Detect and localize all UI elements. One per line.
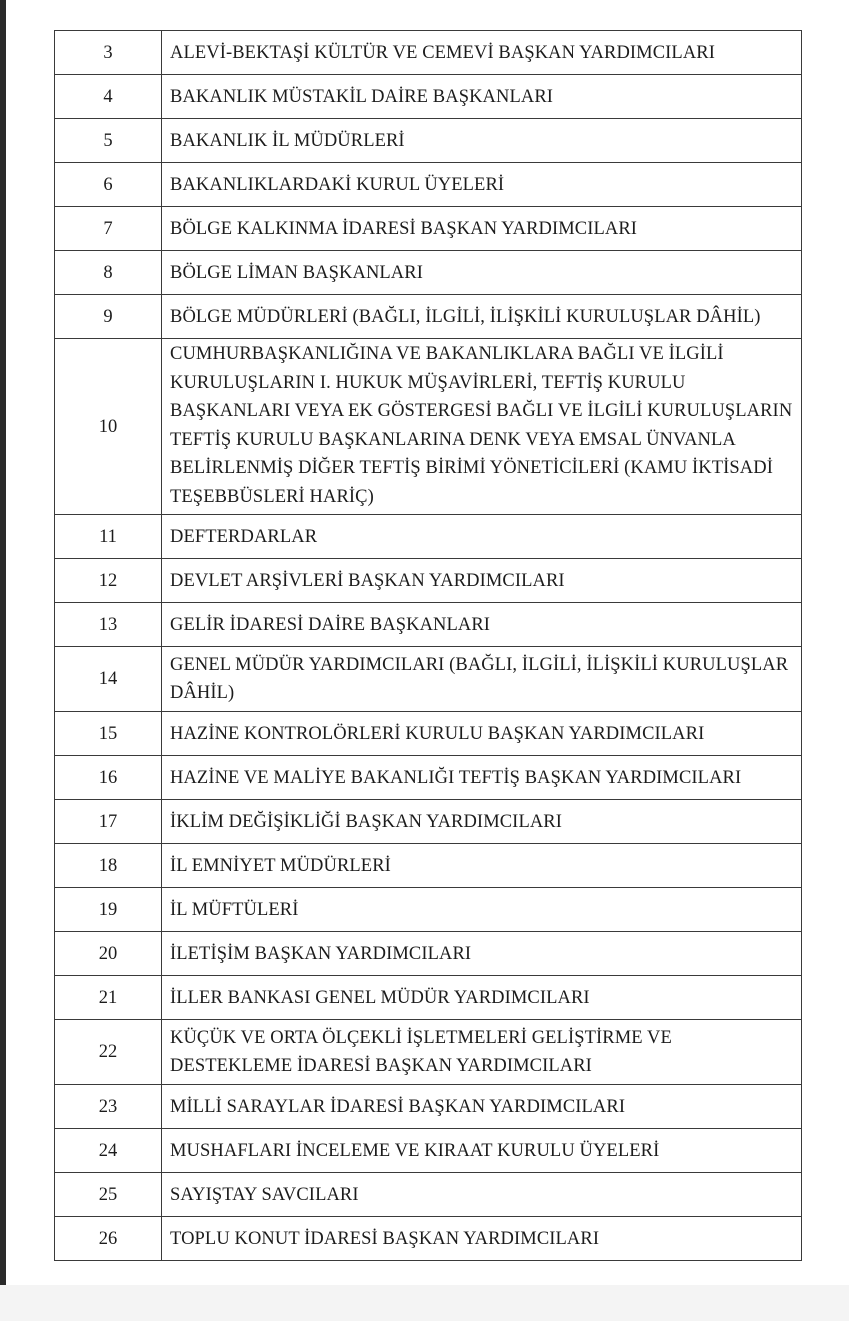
row-number: 20 [55, 932, 162, 976]
table-row [55, 119, 802, 163]
table-row [55, 976, 802, 1020]
table-row [55, 1020, 802, 1085]
row-number: 6 [55, 163, 162, 207]
table-row [55, 888, 802, 932]
scan-edge [0, 0, 6, 1285]
row-number: 13 [55, 603, 162, 647]
table-row [55, 295, 802, 339]
table-row [55, 1217, 802, 1261]
table-row [55, 207, 802, 251]
row-number: 3 [55, 31, 162, 75]
table-row [55, 559, 802, 603]
row-number: 22 [55, 1020, 162, 1085]
row-title: İLLER BANKASI GENEL MÜDÜR YARDIMCILARI [162, 976, 802, 1020]
table-row [55, 647, 802, 712]
table-row [55, 1173, 802, 1217]
table-row [55, 163, 802, 207]
table-row [55, 515, 802, 559]
row-title: TOPLU KONUT İDARESİ BAŞKAN YARDIMCILARI [162, 1217, 802, 1261]
row-number: 7 [55, 207, 162, 251]
row-title: ALEVİ-BEKTAŞİ KÜLTÜR VE CEMEVİ BAŞKAN YARDIMCILARI [162, 31, 802, 75]
table-row [55, 339, 802, 515]
table-row [55, 756, 802, 800]
row-number: 17 [55, 800, 162, 844]
table-row [55, 31, 802, 75]
row-title: DEFTERDARLAR [162, 515, 802, 559]
row-title: MİLLİ SARAYLAR İDARESİ BAŞKAN YARDIMCILARI [162, 1085, 802, 1129]
row-number: 15 [55, 712, 162, 756]
row-number: 25 [55, 1173, 162, 1217]
table-row [55, 844, 802, 888]
row-title: İL MÜFTÜLERİ [162, 888, 802, 932]
table-row [55, 251, 802, 295]
table-row [55, 800, 802, 844]
row-number: 4 [55, 75, 162, 119]
row-number: 16 [55, 756, 162, 800]
row-title: BÖLGE KALKINMA İDARESİ BAŞKAN YARDIMCILARI [162, 207, 802, 251]
row-title: BAKANLIK İL MÜDÜRLERİ [162, 119, 802, 163]
table-row [55, 603, 802, 647]
row-title: İKLİM DEĞİŞİKLİĞİ BAŞKAN YARDIMCILARI [162, 800, 802, 844]
row-title: SAYIŞTAY SAVCILARI [162, 1173, 802, 1217]
row-number: 8 [55, 251, 162, 295]
row-title: GENEL MÜDÜR YARDIMCILARI (BAĞLI, İLGİLİ, İLİŞKİLİ KURULUŞLAR DÂHİL) [162, 647, 802, 712]
row-number: 11 [55, 515, 162, 559]
row-number: 26 [55, 1217, 162, 1261]
row-number: 23 [55, 1085, 162, 1129]
table-row [55, 932, 802, 976]
row-title: HAZİNE VE MALİYE BAKANLIĞI TEFTİŞ BAŞKAN YARDIMCILARI [162, 756, 802, 800]
position-table [54, 30, 802, 1261]
row-title: BÖLGE LİMAN BAŞKANLARI [162, 251, 802, 295]
row-number: 5 [55, 119, 162, 163]
row-number: 14 [55, 647, 162, 712]
row-title: HAZİNE KONTROLÖRLERİ KURULU BAŞKAN YARDIMCILARI [162, 712, 802, 756]
row-title: DEVLET ARŞİVLERİ BAŞKAN YARDIMCILARI [162, 559, 802, 603]
row-title: KÜÇÜK VE ORTA ÖLÇEKLİ İŞLETMELERİ GELİŞTİRME VE DESTEKLEME İDARESİ BAŞKAN YARDIMCILARI [162, 1020, 802, 1085]
table-row [55, 1129, 802, 1173]
row-number: 9 [55, 295, 162, 339]
row-title: İLETİŞİM BAŞKAN YARDIMCILARI [162, 932, 802, 976]
row-title: BAKANLIK MÜSTAKİL DAİRE BAŞKANLARI [162, 75, 802, 119]
row-number: 18 [55, 844, 162, 888]
row-title: İL EMNİYET MÜDÜRLERİ [162, 844, 802, 888]
row-title: GELİR İDARESİ DAİRE BAŞKANLARI [162, 603, 802, 647]
table-row [55, 712, 802, 756]
row-number: 10 [55, 339, 162, 515]
row-title: CUMHURBAŞKANLIĞINA VE BAKANLIKLARA BAĞLI VE İLGİLİ KURULUŞLARIN I. HUKUK MÜŞAVİRLERİ, TEFTİŞ KURULU BAŞKANLARI VEYA EK GÖSTERGESİ BAĞLI VE İLGİLİ KURULUŞLARIN TEFTİŞ KURULU BAŞKANLARINA DENK VEYA EMSAL ÜNVANLA BELİRLENMİŞ DİĞER TEFTİŞ BİRİMİ YÖNETİCİLERİ (KAMU İKTİSADİ TEŞEBBÜSLERİ HARİÇ) [162, 339, 802, 515]
table-row [55, 75, 802, 119]
row-number: 21 [55, 976, 162, 1020]
row-number: 24 [55, 1129, 162, 1173]
row-title: BÖLGE MÜDÜRLERİ (BAĞLI, İLGİLİ, İLİŞKİLİ KURULUŞLAR DÂHİL) [162, 295, 802, 339]
row-title: MUSHAFLARI İNCELEME VE KIRAAT KURULU ÜYELERİ [162, 1129, 802, 1173]
row-number: 12 [55, 559, 162, 603]
row-number: 19 [55, 888, 162, 932]
row-title: BAKANLIKLARDAKİ KURUL ÜYELERİ [162, 163, 802, 207]
table-row [55, 1085, 802, 1129]
